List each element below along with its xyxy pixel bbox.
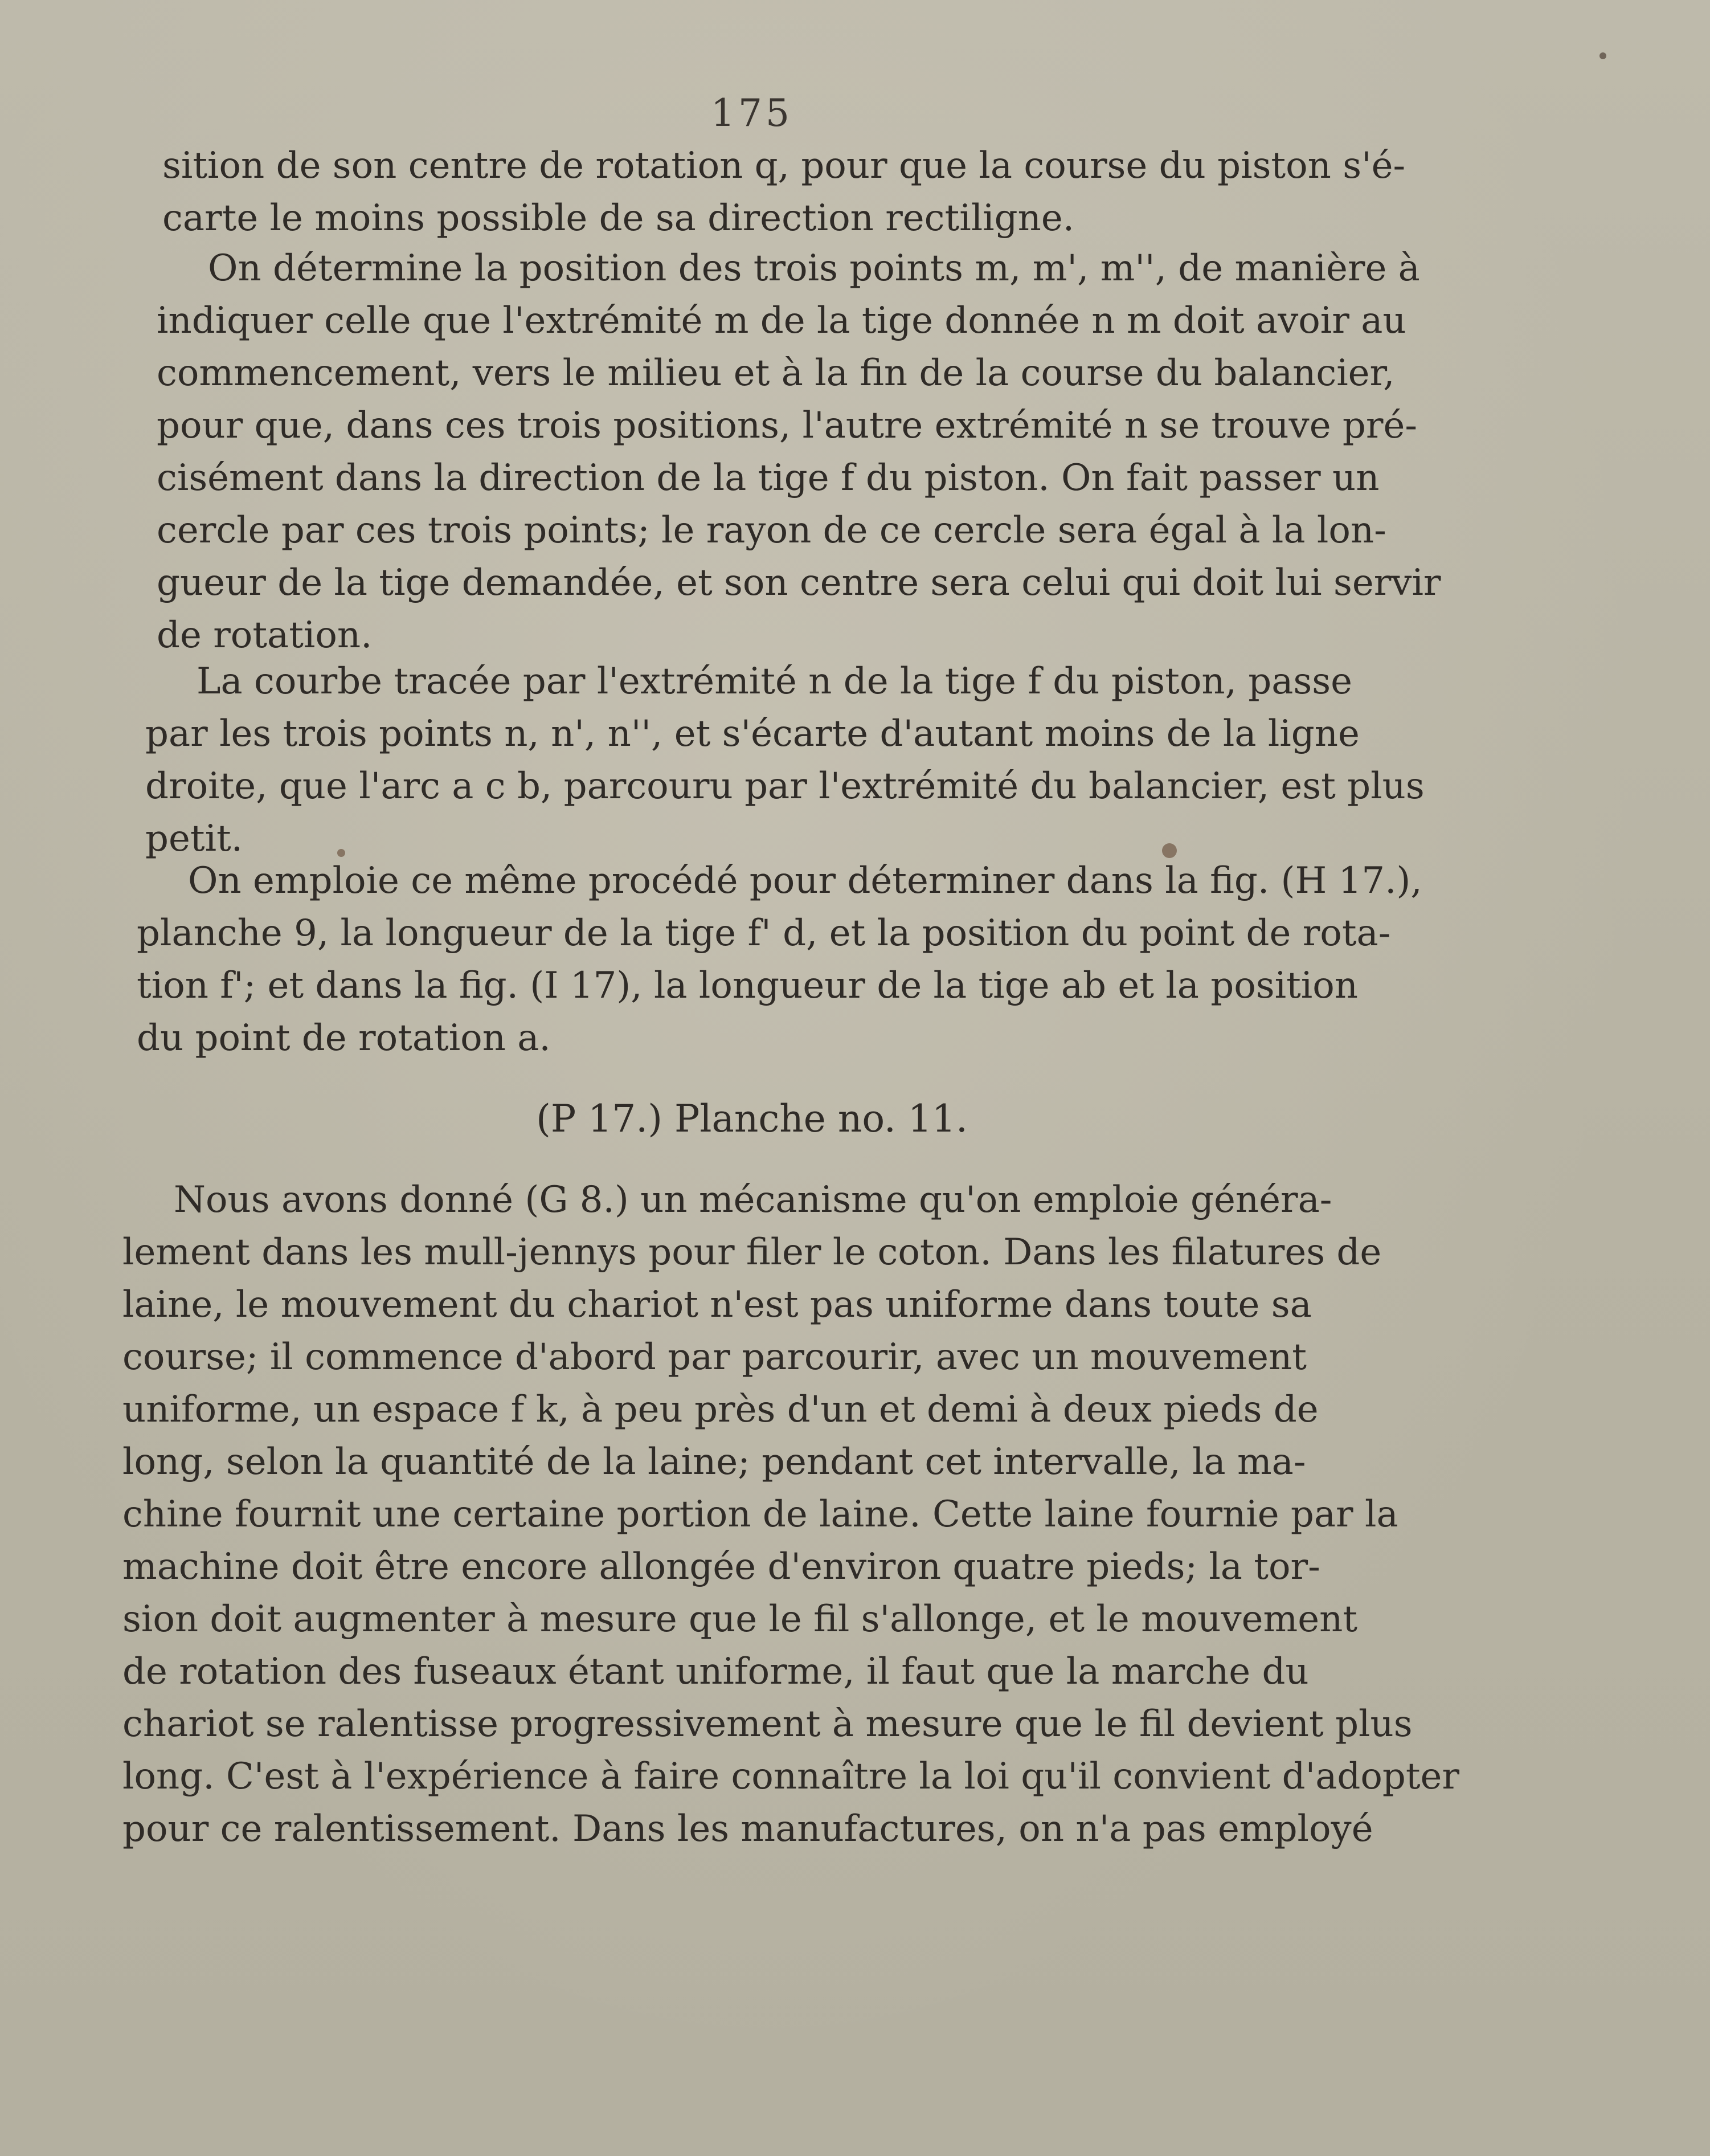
paragraph-2 [157,242,1441,662]
section-heading: (P 17.) Planche no. 11. [536,1097,968,1141]
text-line: cisément dans la direction de la tige f du piston. On fait passer un [157,457,1380,499]
text-line: chine fournit une certaine portion de laine. Cette laine fournie par la [122,1493,1398,1536]
text-line: indiquer celle que l'extrémité m de la tige donnée n m doit avoir au [157,300,1406,342]
text-line: petit. [145,818,243,860]
text-line: commencement, vers le milieu et à la fin de la course du balancier, [157,352,1395,394]
page-number: 175 [711,91,793,135]
paper-stain [337,849,345,857]
text-line: pour ce ralentissement. Dans les manufactures, on n'a pas employé [122,1808,1373,1850]
text-line: On emploie ce même procédé pour déterminer dans la fig. (H 17.), [188,860,1422,902]
paragraph-3 [145,655,1425,865]
text-line: planche 9, la longueur de la tige f' d, et la position du point de rota- [137,912,1391,954]
text-line: pour que, dans ces trois positions, l'autre extrémité n se trouve pré- [157,405,1417,447]
text-line: de rotation des fuseaux étant uniforme, il faut que la marche du [122,1651,1309,1693]
text-line: chariot se ralentisse progressivement à mesure que le fil devient plus [122,1703,1413,1745]
text-line: tion f'; et dans la fig. (I 17), la longueur de la tige ab et la position [137,965,1358,1007]
text-line: machine doit être encore allongée d'environ quatre pieds; la tor- [122,1546,1320,1588]
text-line: course; il commence d'abord par parcourir, avec un mouvement [122,1336,1307,1378]
text-line: On détermine la position des trois points m, m', m'', de manière à [208,247,1420,289]
text-line: gueur de la tige demandée, et son centre sera celui qui doit lui servir [157,562,1441,604]
paragraph-1 [162,140,1406,244]
text-line: du point de rotation a. [137,1017,551,1059]
paper-stain [1162,843,1177,858]
text-line: sition de son centre de rotation q, pour que la course du piston s'é- [162,145,1406,187]
text-line: Nous avons donné (G 8.) un mécanisme qu'on emploie généra- [174,1179,1332,1221]
paper-stain [1599,52,1606,59]
paragraph-4 [137,855,1422,1064]
text-line: uniforme, un espace f k, à peu près d'un et demi à deux pieds de [122,1389,1319,1431]
text-line: long. C'est à l'expérience à faire connaître la loi qu'il convient d'adopter [122,1755,1459,1798]
text-line: laine, le mouvement du chariot n'est pas uniforme dans toute sa [122,1284,1312,1326]
text-line: long, selon la quantité de la laine; pendant cet intervalle, la ma- [122,1441,1306,1483]
text-line: La courbe tracée par l'extrémité n de la tige f du piston, passe [197,660,1352,703]
text-line: droite, que l'arc a c b, parcouru par l'extrémité du balancier, est plus [145,765,1425,807]
text-line: lement dans les mull-jennys pour filer le coton. Dans les filatures de [122,1231,1382,1273]
paragraph-5 [122,1174,1459,1855]
text-line: cercle par ces trois points; le rayon de ce cercle sera égal à la lon- [157,509,1386,552]
text-line: de rotation. [157,614,373,656]
text-line: carte le moins possible de sa direction rectiligne. [162,197,1075,239]
text-line: par les trois points n, n', n'', et s'écarte d'autant moins de la ligne [145,713,1360,755]
text-line: sion doit augmenter à mesure que le fil s'allonge, et le mouvement [122,1598,1358,1640]
